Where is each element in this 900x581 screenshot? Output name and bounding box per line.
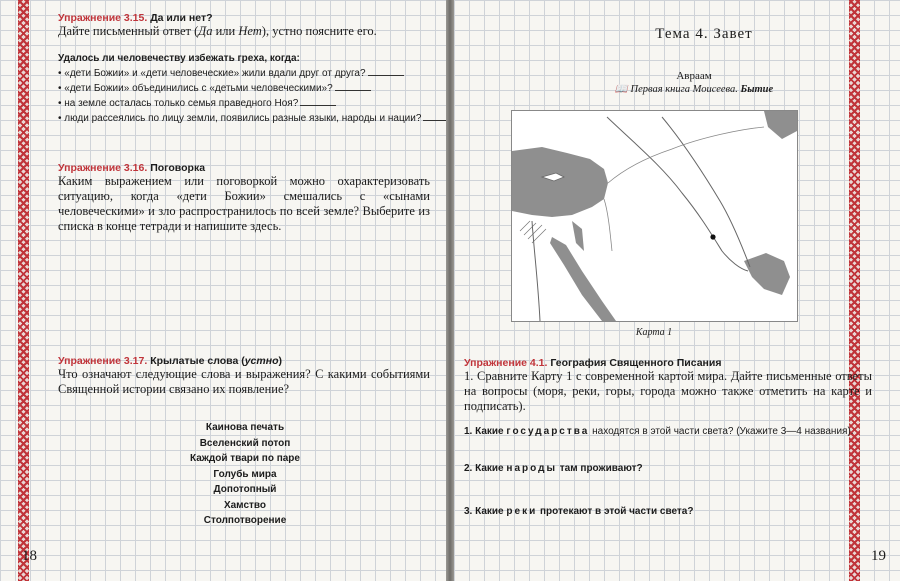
- question-2: 2. Какие народы там проживают?: [464, 463, 643, 474]
- map-caption: Карта 1: [635, 327, 673, 338]
- book-icon: 📖: [614, 84, 628, 95]
- exercise-3-15-question: Удалось ли человечеству избежать греха, когда:: [58, 53, 300, 64]
- exercise-3-17: [58, 355, 430, 397]
- book-reference: 📖 Первая книга Моисеева. Бытие: [614, 84, 774, 95]
- page-number: 19: [871, 548, 886, 564]
- exercise-number: Упражнение 3.15.: [58, 12, 148, 24]
- page-number: 18: [22, 548, 37, 564]
- exercise-3-15: [58, 12, 438, 126]
- list-item: Допотопный: [213, 484, 277, 495]
- exercise-3-16-title: [58, 162, 430, 174]
- page-title: Тема 4. Завет: [655, 26, 753, 42]
- ornamental-border-left: [18, 0, 29, 581]
- answer-blank[interactable]: [368, 75, 404, 76]
- exercise-number: Упражнение 3.17.: [58, 355, 148, 367]
- answer-blank[interactable]: [423, 120, 446, 121]
- exercise-name: География Священного Писания: [550, 357, 722, 369]
- question-3: 3. Какие реки протекают в этой части света?: [464, 506, 694, 517]
- exercise-3-16: [58, 162, 430, 234]
- exercise-3-17-title: Упражнение 3.17. Крылатые слова (устно): [58, 355, 282, 367]
- exercise-3-15-instruction: Дайте письменный ответ (Да или Нет), устно поясните его.: [58, 24, 377, 38]
- section-heading: [574, 70, 814, 95]
- left-page: [0, 0, 446, 581]
- exercise-3-16-text: Каким выражением или поговоркой можно охарактеризовать ситуацию, когда «дети Божии» смешались с «сынами человеческими» и зло распространилось по всей земле? Выберите из списка в конце тетради и напишите здесь.: [58, 174, 430, 233]
- answer-blank[interactable]: [335, 90, 371, 91]
- section-name: Авраам: [676, 70, 712, 82]
- exercise-4-1-text: 1. Сравните Карту 1 с современной картой мира. Дайте письменные ответы на вопросы (моря, реки, горы, города можно также отметить на карте и подписать).: [464, 369, 872, 413]
- list-item: Каждой твари по паре: [190, 453, 300, 464]
- list-item: • «дети Божии» объединились с «детьми человеческими»?: [58, 81, 438, 96]
- list-item: • «дети Божии» и «дети человеческие» жили вдали друг от друга?: [58, 66, 438, 81]
- question-1: 1. Какие государства находятся в этой части света? (Укажите 3—4 названия).: [464, 426, 854, 437]
- exercise-3-15-list: [58, 66, 438, 126]
- right-page: [454, 0, 900, 581]
- exercise-3-15-title: [58, 12, 438, 24]
- exercise-4-1: [464, 357, 872, 519]
- list-item: Вселенский потоп: [199, 437, 291, 449]
- list-item: Голубь мира: [213, 468, 277, 480]
- exercise-4-1-title: [464, 357, 872, 369]
- list-item: Каинова печать: [205, 422, 285, 433]
- exercise-number: Упражнение 4.1.: [464, 357, 548, 369]
- list-item: • на земле осталась только семья праведного Ноя?: [58, 96, 438, 111]
- list-item: Столпотворение: [203, 515, 287, 526]
- exercise-3-17-text: Что означают следующие слова и выражения? С какими событиями Священной истории связано их появление?: [58, 367, 430, 396]
- phrase-list: [150, 420, 340, 529]
- book-spine: [446, 0, 454, 581]
- exercise-name: Поговорка: [150, 162, 206, 174]
- outline-map: [511, 110, 798, 322]
- list-item: • люди рассеялись по лицу земли, появились разные языки, народы и нации?: [58, 111, 438, 126]
- list-item: Хамство: [223, 499, 267, 511]
- exercise-number: Упражнение 3.16.: [58, 162, 148, 174]
- answer-blank[interactable]: [300, 105, 336, 106]
- exercise-name: Да или нет?: [150, 12, 213, 24]
- city-marker: [710, 234, 715, 239]
